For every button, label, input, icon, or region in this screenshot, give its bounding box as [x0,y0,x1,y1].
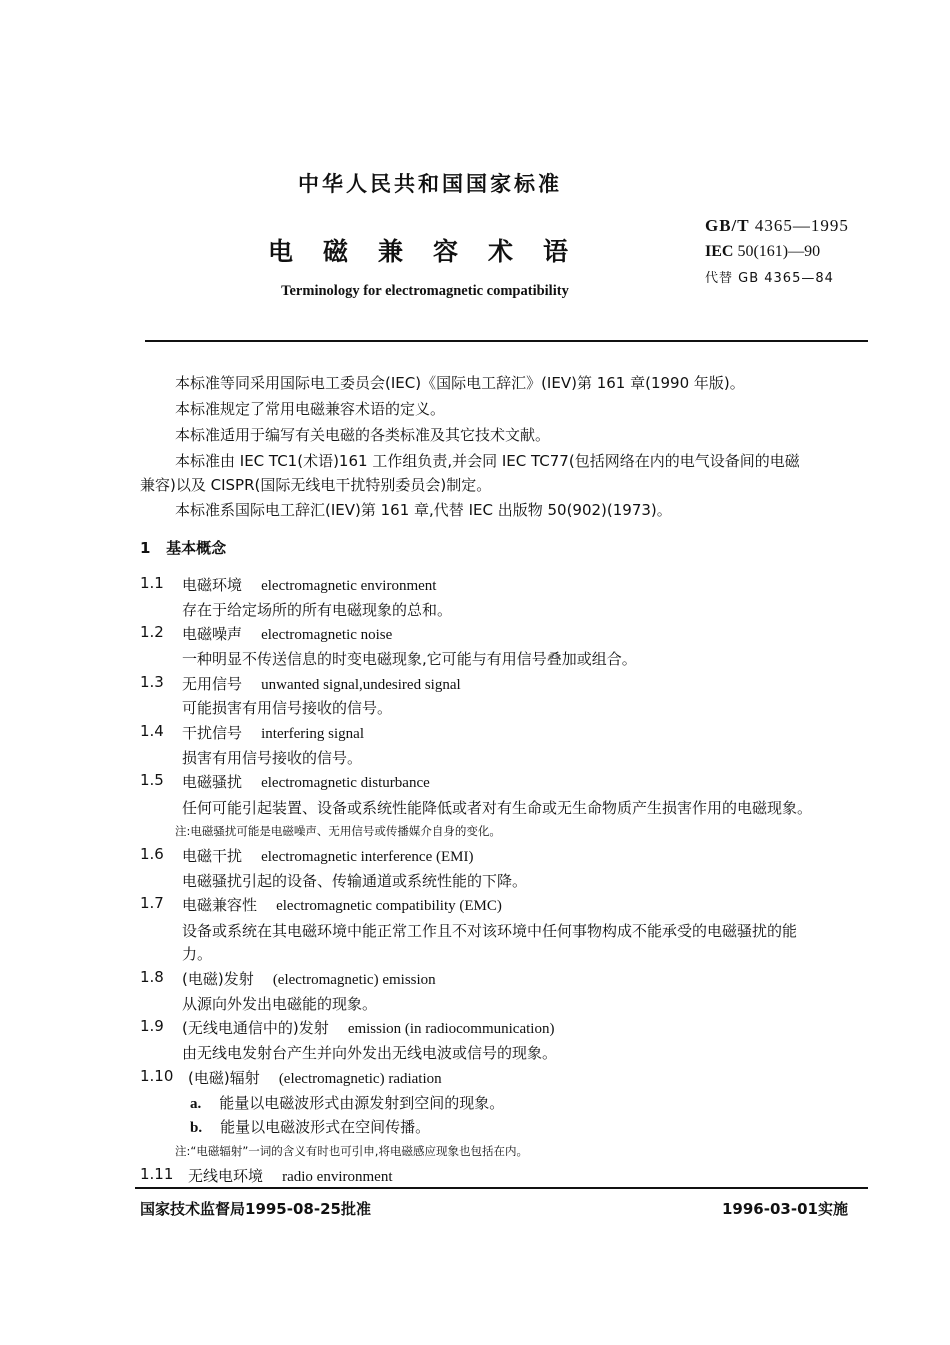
national-standard-heading: 中华人民共和国国家标准 [298,172,562,196]
term-number: 1.11 [140,1165,174,1183]
document-title: 电磁兼容术语 [268,237,599,266]
term-definition-continued: 力。 [182,945,213,963]
effective-date: 1996-03-01实施 [722,1200,848,1218]
term-definition: 损害有用信号接收的信号。 [182,749,363,767]
term-name: 电磁兼容性 electromagnetic compatibility (EMC) [182,896,502,914]
term-name: 电磁环境 electromagnetic environment [182,576,437,594]
standard-code: GB/T 4365—1995 [705,216,849,235]
section-heading: 1 基本概念 [140,539,227,557]
intro-line: 本标准等同采用国际电工委员会(IEC)《国际电工辞汇》(IEV)第 161 章(1990 年版)。 [175,374,745,392]
intro-line: 本标准由 IEC TC1(术语)161 工作组负责,并会同 IEC TC77(包括网络在内的电气设备间的电磁 [175,452,800,470]
term-number: 1.7 [140,894,164,912]
term-subdefinition-b: b. 能量以电磁波形式在空间传播。 [190,1118,431,1136]
term-name: 无用信号 unwanted signal,undesired signal [182,675,461,693]
term-number: 1.4 [140,722,164,740]
term-number: 1.9 [140,1017,164,1035]
term-number: 1.10 [140,1067,174,1085]
term-name: 电磁噪声 electromagnetic noise [182,625,393,643]
term-number: 1.1 [140,574,164,592]
replaces-code: 代替 GB 4365—84 [705,271,834,286]
approval-date: 国家技术监督局1995-08-25批准 [140,1200,371,1218]
term-definition: 可能损害有用信号接收的信号。 [182,699,393,717]
term-definition: 一种明显不传送信息的时变电磁现象,它可能与有用信号叠加或组合。 [182,650,637,668]
term-name: (电磁)发射 (electromagnetic) emission [182,970,436,988]
intro-line: 兼容)以及 CISPR(国际无线电干扰特别委员会)制定。 [140,476,492,494]
term-definition: 设备或系统在其电磁环境中能正常工作且不对该环境中任何事物构成不能承受的电磁骚扰的能 [182,922,798,940]
term-name: 电磁骚扰 electromagnetic disturbance [182,773,430,791]
document-subtitle: Terminology for electromagnetic compatibility [281,283,569,299]
intro-line: 本标准规定了常用电磁兼容术语的定义。 [175,400,446,418]
term-subdefinition-a: a. 能量以电磁波形式由源发射到空间的现象。 [190,1094,505,1112]
intro-line: 本标准适用于编写有关电磁的各类标准及其它技术文献。 [175,426,551,444]
term-note: 注:电磁骚扰可能是电磁噪声、无用信号或传播媒介自身的变化。 [175,824,501,838]
term-number: 1.3 [140,673,164,691]
header-divider [145,340,868,342]
term-note: 注:“电磁辐射”一词的含义有时也可引申,将电磁感应现象也包括在内。 [175,1144,528,1158]
intro-line: 本标准系国际电工辞汇(IEV)第 161 章,代替 IEC 出版物 50(902)(1973)。 [175,501,672,519]
term-name: (电磁)辐射 (electromagnetic) radiation [188,1069,442,1087]
term-name: 电磁干扰 electromagnetic interference (EMI) [182,847,474,865]
term-name: (无线电通信中的)发射 emission (in radiocommunication) [182,1019,555,1037]
term-number: 1.6 [140,845,164,863]
term-name: 无线电环境 radio environment [188,1167,393,1185]
term-number: 1.5 [140,771,164,789]
term-definition: 电磁骚扰引起的设备、传输通道或系统性能的下降。 [182,872,528,890]
term-number: 1.8 [140,968,164,986]
term-definition: 从源向外发出电磁能的现象。 [182,995,378,1013]
footer-divider [135,1187,868,1189]
term-name: 干扰信号 interfering signal [182,724,364,742]
term-definition: 任何可能引起装置、设备或系统性能降低或者对有生命或无生命物质产生损害作用的电磁现象。 [182,799,813,817]
term-definition: 由无线电发射台产生并向外发出无线电波或信号的现象。 [182,1044,558,1062]
term-definition: 存在于给定场所的所有电磁现象的总和。 [182,601,453,619]
iec-code: IEC 50(161)—90 [705,243,821,260]
term-number: 1.2 [140,623,164,641]
